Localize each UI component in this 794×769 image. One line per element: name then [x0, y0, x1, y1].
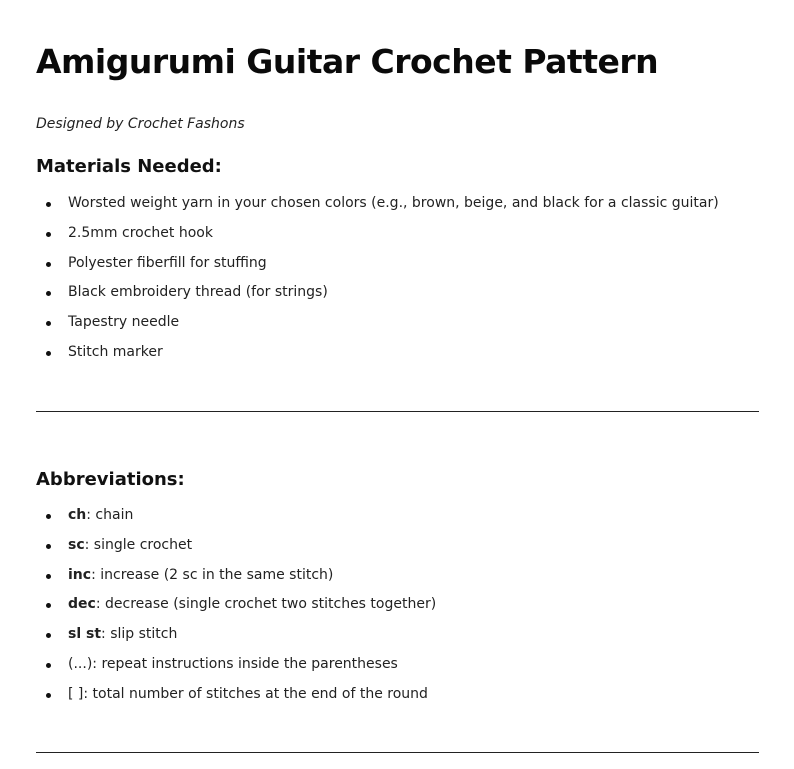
- list-item: [36, 501, 436, 531]
- list-item: Tapestry needle: [36, 308, 719, 338]
- abbr-desc: : single crochet: [84, 536, 193, 553]
- abbreviations-list: [36, 501, 436, 710]
- abbr-desc: : slip stitch: [101, 626, 178, 643]
- abbr-term: ch: [68, 507, 87, 523]
- list-item: [36, 680, 436, 710]
- materials-list: [36, 189, 719, 368]
- list-item: Worsted weight yarn in your chosen colors (e.g., brown, beige, and black for a classic guitar): [36, 189, 719, 219]
- divider: [36, 752, 759, 753]
- abbr-term: sc: [68, 536, 85, 553]
- list-item: Polyester fiberfill for stuffing: [36, 249, 719, 279]
- list-item: [36, 561, 436, 591]
- list-item: [36, 650, 436, 680]
- list-item: [36, 531, 436, 561]
- list-item: [36, 590, 436, 620]
- abbr-term: inc: [68, 566, 92, 583]
- byline: Designed by Crochet Fashons: [36, 116, 245, 132]
- list-item: 2.5mm crochet hook: [36, 219, 719, 249]
- abbreviations-heading: Abbreviations:: [36, 469, 185, 490]
- abbr-desc: [ ]: total number of stitches at the end of the round: [68, 685, 428, 702]
- document-title: Amigurumi Guitar Crochet Pattern: [36, 42, 659, 81]
- divider: [36, 411, 759, 412]
- abbr-desc: (...): repeat instructions inside the parentheses: [68, 655, 398, 672]
- abbr-desc: : decrease (single crochet two stitches together): [95, 596, 437, 613]
- materials-heading: Materials Needed:: [36, 156, 222, 177]
- list-item: Stitch marker: [36, 338, 719, 368]
- abbr-desc: : chain: [86, 507, 134, 523]
- abbr-term: sl st: [68, 626, 102, 643]
- list-item: Black embroidery thread (for strings): [36, 278, 719, 308]
- abbr-term: dec: [68, 596, 96, 613]
- abbr-desc: : increase (2 sc in the same stitch): [91, 566, 334, 583]
- list-item: [36, 620, 436, 650]
